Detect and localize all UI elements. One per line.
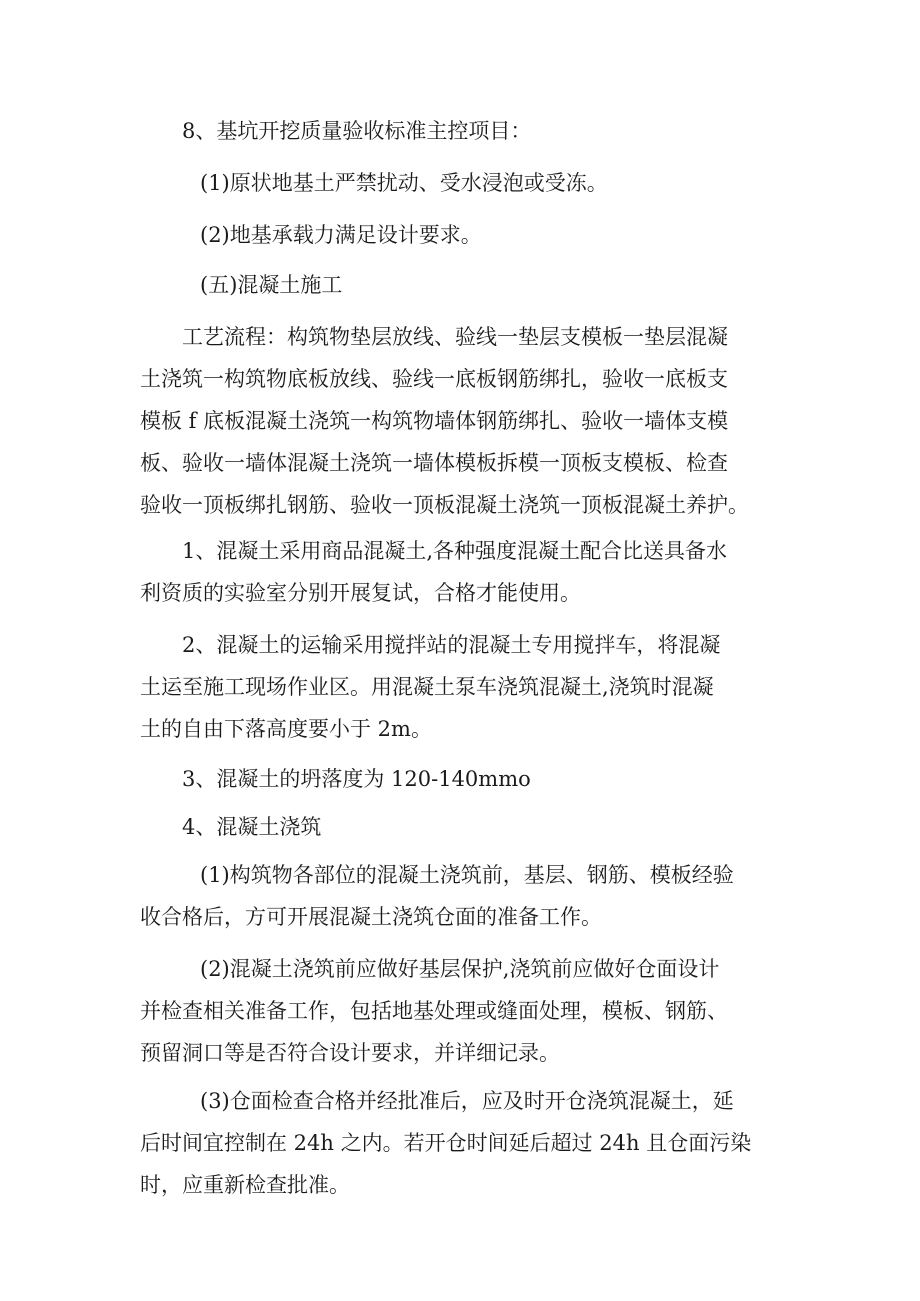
paragraph-p5	[140, 316, 800, 526]
paragraph-p8	[140, 758, 800, 800]
text-line: 土浇筑一构筑物底板放线、验线一底板钢筋绑扎，验收一底板支	[140, 367, 728, 391]
text-line: 2、混凝土的运输采用搅拌站的混凝土专用搅拌车，将混凝	[182, 633, 721, 657]
paragraph-p9	[140, 806, 800, 848]
paragraph-p10	[140, 854, 800, 938]
text-line: 8、基坑开挖质量验收标准主控项目：	[182, 119, 532, 143]
text-line: 土的自由下落高度要小于 2m。	[140, 717, 432, 741]
text-line: 模板 f 底板混凝土浇筑一构筑物墙体钢筋绑扎、验收一墙体支模	[140, 409, 729, 433]
text-line: 验收一顶板绑扎钢筋、验收一顶板混凝土浇筑一顶板混凝土养护。	[140, 493, 749, 517]
section-heading: 4、混凝土浇筑	[182, 815, 322, 839]
text-line: 1、混凝土采用商品混凝土,各种强度混凝土配合比送具备水	[182, 539, 728, 563]
text-line: (1)原状地基土严禁扰动、受水浸泡或受冻。	[200, 171, 608, 195]
paragraph-p12	[140, 1080, 800, 1206]
paragraph-p7	[140, 624, 800, 750]
text-line: (2)地基承载力满足设计要求。	[200, 223, 482, 247]
text-line: (2)混凝土浇筑前应做好基层保护,浇筑前应做好仓面设计	[200, 957, 720, 981]
paragraph-p4	[140, 264, 800, 306]
text-line: 后时间宜控制在 24h 之内。若开仓时间延后超过 24h 且仓面污染	[140, 1131, 752, 1155]
text-line: (3)仓面检查合格并经批准后，应及时开仓浇筑混凝土，延	[200, 1089, 734, 1113]
text-line: (1)构筑物各部位的混凝土浇筑前，基层、钢筋、模板经验	[200, 863, 734, 887]
paragraph-p6	[140, 530, 800, 614]
text-line: 板、验收一墙体混凝土浇筑一墙体模板拆模一顶板支模板、检查	[140, 451, 728, 475]
paragraph-p11	[140, 948, 800, 1074]
text-line: 土运至施工现场作业区。用混凝土泵车浇筑混凝土,浇筑时混凝	[140, 675, 714, 699]
text-line: 3、混凝土的坍落度为 120-140mmo	[182, 767, 531, 791]
text-line: 利资质的实验室分别开展复试，合格才能使用。	[140, 581, 581, 605]
text-line: 并检查相关准备工作，包括地基处理或缝面处理，模板、钢筋、	[140, 999, 728, 1023]
text-line: 工艺流程：构筑物垫层放线、验线一垫层支模板一垫层混凝	[182, 325, 728, 349]
paragraph-p1	[140, 110, 800, 152]
text-line: 时，应重新检查批准。	[140, 1173, 350, 1197]
paragraph-p3	[140, 214, 800, 256]
text-line: 预留洞口等是否符合设计要求，并详细记录。	[140, 1041, 560, 1065]
text-line: 收合格后，方可开展混凝土浇筑仓面的准备工作。	[140, 905, 602, 929]
paragraph-p2	[140, 162, 800, 204]
section-heading: (五)混凝土施工	[200, 273, 343, 297]
